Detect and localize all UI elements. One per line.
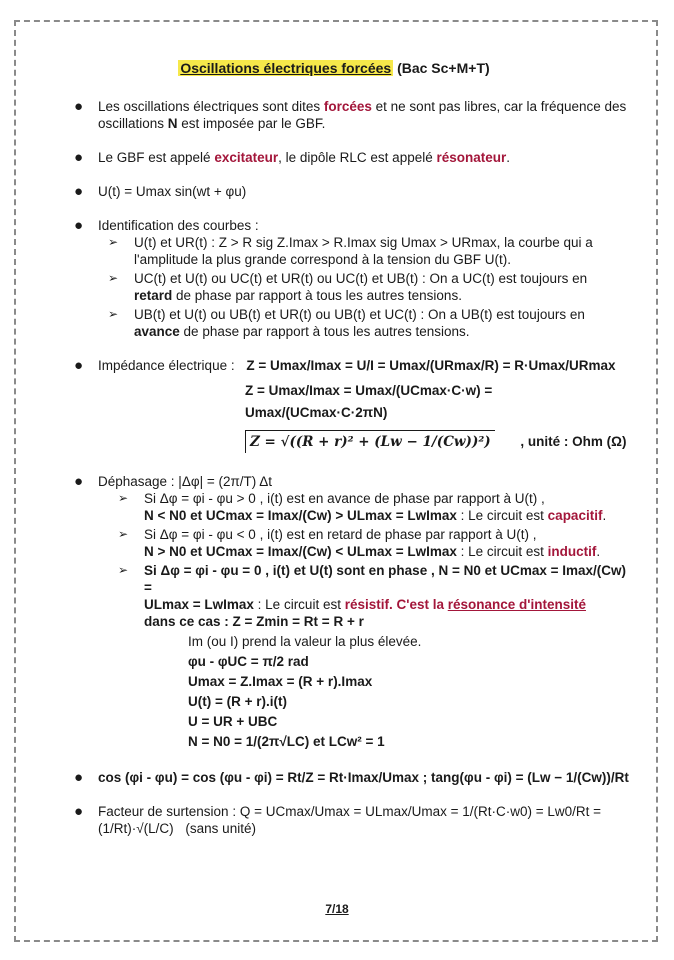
arrow-icon: ➢: [118, 563, 129, 577]
curve-rule-1: ➢ U(t) et UR(t) : Z > R sig Z.Imax > R.Imax sig Umax > URmax, la courbe qui a l'amplitude la plus grande correspond à la tension du GBF U(t).: [108, 235, 593, 267]
bullet-curves: ● Identification des courbes : ➢ U(t) et UR(t) : Z > R sig Z.Imax > R.Imax sig Umax > URmax, la courbe qui a l'amplitude la plus grande correspond à la tension du GBF U(t). ➢ UC(t) et U(t) ou UC(t) et UR(t) ou UC(t) et UB(t) : On a UC(t) est toujours en retard de phase par rapport à tous les autres tensions. ➢ UB(t) et U(t) ou UB(t) et UR(t) ou UB(t) et UC(t) : On a UB(t) est toujours en avance de phase par rapport à tous les autres tensions.: [34, 217, 634, 340]
page-title: Oscillations électriques forcées (Bac Sc+M+T): [180, 60, 490, 76]
bullet-voltage-eq: ● U(t) = Umax sin(wt + φu): [74, 183, 247, 200]
document-page: [34, 60, 634, 854]
curve-rule-2: ➢ UC(t) et U(t) ou UC(t) et UR(t) ou UC(t) et UB(t) : On a UC(t) est toujours en retard de phase par rapport à tous les autres tensions.: [108, 271, 588, 303]
arrow-icon: ➢: [108, 307, 119, 321]
bullet-icon: ●: [74, 183, 84, 200]
page-number: 7/18: [325, 902, 349, 916]
bullet-quality-factor: ● Facteur de surtension : Q = UCmax/Umax = ULmax/Umax = 1/(Rt·C·w0) = Lw0/Rt = (1/Rt)·√(L/C) (sans unité): [74, 803, 602, 836]
arrow-icon: ➢: [118, 527, 129, 541]
phase-case-inductive: ➢ Si Δφ = φi - φu < 0 , i(t) est en retard de phase par rapport à U(t) , N > N0 et UCmax = Imax/(Cw) < ULmax = LwImax : Le circuit est inductif.: [118, 527, 601, 559]
bullet-forced: ● Les oscillations électriques sont dites forcées et ne sont pas libres, car la fréquence des oscillations N est imposée par le GBF.: [74, 98, 627, 131]
arrow-icon: ➢: [118, 491, 129, 505]
bullet-icon: ●: [74, 98, 84, 115]
phase-case-resistive: ➢ Si Δφ = φi - φu = 0 , i(t) et U(t) sont en phase , N = N0 et UCmax = Imax/(Cw) = ULmax = LwImax : Le circuit est résistif. C'est la résonance d'intensité dans ce cas : Z = Zmin = Rt = R + r: [118, 563, 627, 629]
bullet-gbf: ● Le GBF est appelé excitateur, le dipôle RLC est appelé résonateur.: [74, 149, 511, 166]
bullet-phase: ● Déphasage : |Δφ| = (2π/T) Δt ➢ Si Δφ = φi - φu > 0 , i(t) est en avance de phase par rapport à U(t) , N < N0 et UCmax = Imax/(Cw) > ULmax = LwImax : Le circuit est capacitif. ➢ Si Δφ = φi - φu < 0 , i(t) est en retard de phase par rapport à U(t) , N > N0 et UCmax = Imax/(Cw) < ULmax = LwImax : Le circuit est inductif. ➢ Si Δφ = φi - φu = 0 , i(t) et U(t) sont en phase , N = N0 et UCmax = Imax/(Cw) = ULmax = LwImax : Le circuit est résistif. C'est la résonance d'intensité dans ce cas : Z = Zmin = Rt = R + r Im (ou I) prend la valeur la plus élevée. φu - φUC = π/2 rad Umax = Z.Imax = (R + r).Imax U(t) = (R + r).i(t) U = UR + UBC N = N0 = 1/(2π√LC) et LCw² = 1: [34, 473, 634, 752]
resonance-results: Im (ou I) prend la valeur la plus élevée. φu - φUC = π/2 rad Umax = Z.Imax = (R + r).Imax U(t) = (R + r).i(t) U = UR + UBC N = N0 = 1/(2π√LC) et LCw² = 1: [188, 634, 422, 749]
bullet-icon: ●: [74, 357, 84, 374]
bullet-icon: ●: [74, 803, 84, 820]
arrow-icon: ➢: [108, 271, 119, 285]
phase-case-capacitive: ➢ Si Δφ = φi - φu > 0 , i(t) est en avance de phase par rapport à U(t) , N < N0 et UCmax = Imax/(Cw) > ULmax = LwImax : Le circuit est capacitif.: [118, 491, 607, 523]
curve-rule-3: ➢ UB(t) et U(t) ou UB(t) et UR(t) ou UB(t) et UC(t) : On a UB(t) est toujours en avance de phase par rapport à tous les autres tensions.: [108, 307, 585, 339]
bullet-icon: ●: [74, 217, 84, 234]
bullet-impedance: ● Impédance électrique : Z = Umax/Imax = U/I = Umax/(URmax/R) = R·Umax/URmax Z = Umax/Imax = Umax/(UCmax·C·w) = Umax/(UCmax·C·2πN) Z = √((R + r)² + (Lw − 1/(Cw))²) , unité : Ohm (Ω): [34, 357, 634, 453]
bullet-icon: ●: [74, 473, 84, 490]
bullet-cosine: ● cos (φi - φu) = cos (φu - φi) = Rt/Z = Rt·Imax/Umax ; tang(φu - φi) = (Lw − 1/(Cw))/Rt: [74, 769, 629, 786]
arrow-icon: ➢: [108, 235, 119, 249]
bullet-icon: ●: [74, 149, 84, 166]
bullet-icon: ●: [74, 769, 84, 786]
